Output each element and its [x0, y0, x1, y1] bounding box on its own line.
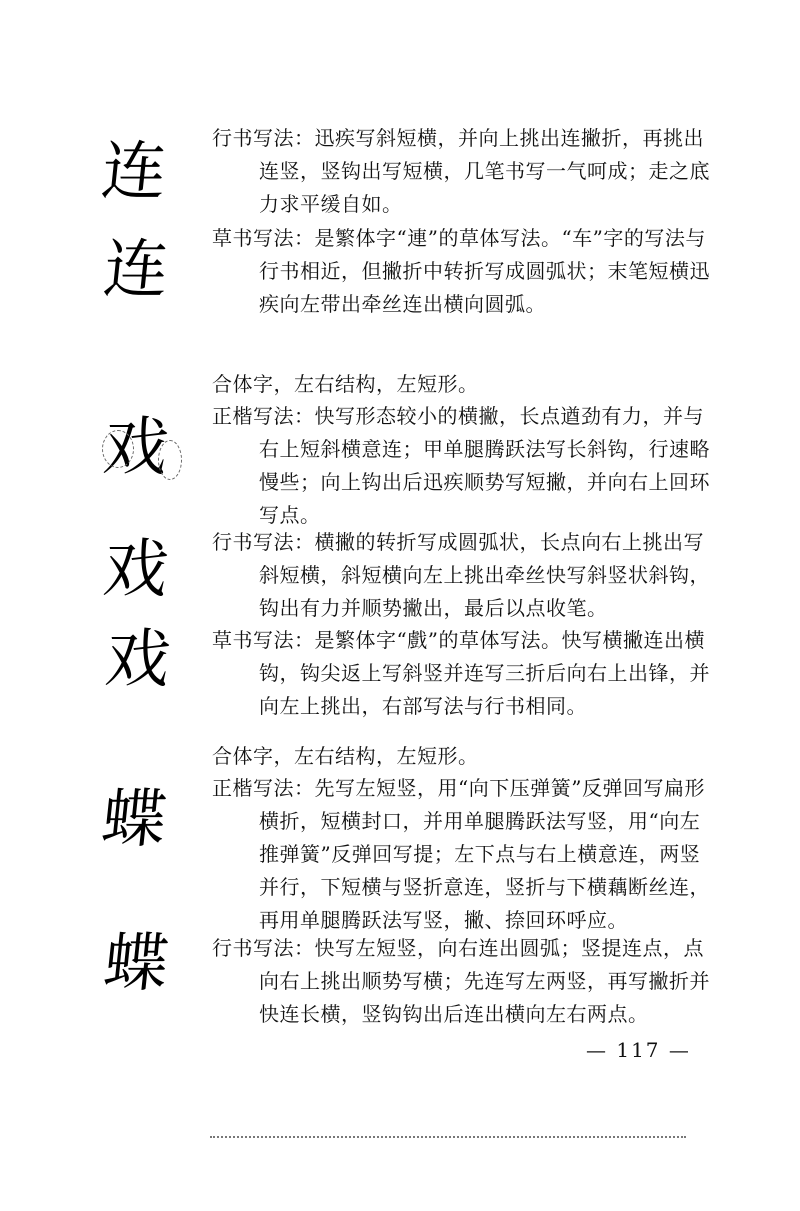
- lian-xingshu-text: 行书写法：迅疾写斜短横，并向上挑出连撇折，再挑出连竖，竖钩出写短横，几笔书写一气呵成；走之底力求平缓自如。: [212, 126, 710, 216]
- xi-intro-text: 合体字，左右结构，左短形。: [212, 372, 479, 396]
- glyph-die-kaishu: 蝶: [98, 783, 170, 857]
- xi-xingshu-text: 行书写法：横撇的转折写成圆弧状，长点向右上挑出写斜短横，斜短横向左上挑出牵丝快写斜竖状斜钩，钩出有力并顺势撇出，最后以点收笔。: [212, 530, 710, 620]
- stroke-highlight-left: [102, 430, 134, 468]
- lian-caoshu-text: 草书写法：是繁体字“連”的草体写法。“车”字的写法与行书相近，但撇折中转折写成圆弧状；末笔短横迅疾向左带出牵丝连出横向圆弧。: [212, 226, 710, 316]
- bottom-scan-rule: [210, 1136, 686, 1138]
- page-number: — 117 —: [586, 1038, 691, 1062]
- die-kaishu-text: 正楷写法：先写左短竖，用“向下压弹簧”反弹回写扁形横折，短横封口，并用单腿腾跃法写竖，用“向左推弹簧”反弹回写提；左下点与右上横意连，两竖并行，下短横与竖折意连，竖折与下横藕断丝连，再用单腿腾跃法写竖，撇、捺回环呼应。: [212, 776, 710, 932]
- glyph-xi-xingshu: 戏: [100, 533, 172, 607]
- glyph-xi-kaishu: 戏: [100, 411, 172, 485]
- stroke-highlight-right: [158, 440, 182, 480]
- glyph-xi-caoshu: 戏: [102, 623, 174, 697]
- die-xingshu-text: 行书写法：快写左短竖，向右连出圆弧；竖提连点，点向右上挑出顺势写横；先连写左两竖，再写撇折并快连长横，竖钩钩出后连出横向左右两点。: [212, 936, 710, 1026]
- glyph-lian-caoshu: 连: [100, 233, 172, 307]
- glyph-die-xingshu: 蝶: [100, 927, 172, 1001]
- xi-caoshu-text: 草书写法：是繁体字“戲”的草体写法。快写横撇连出横钩，钩尖返上写斜竖并连写三折后向右上出锋，并向左上挑出，右部写法与行书相同。: [212, 628, 710, 718]
- glyph-lian-xingshu: 连: [98, 135, 170, 209]
- die-intro-text: 合体字，左右结构，左短形。: [212, 744, 479, 768]
- xi-kaishu-text: 正楷写法：快写形态较小的横撇，长点遒劲有力，并与右上短斜横意连；甲单腿腾跃法写长斜钩，行速略慢些；向上钩出后迅疾顺势写短撇，并向右上回环写点。: [212, 404, 710, 527]
